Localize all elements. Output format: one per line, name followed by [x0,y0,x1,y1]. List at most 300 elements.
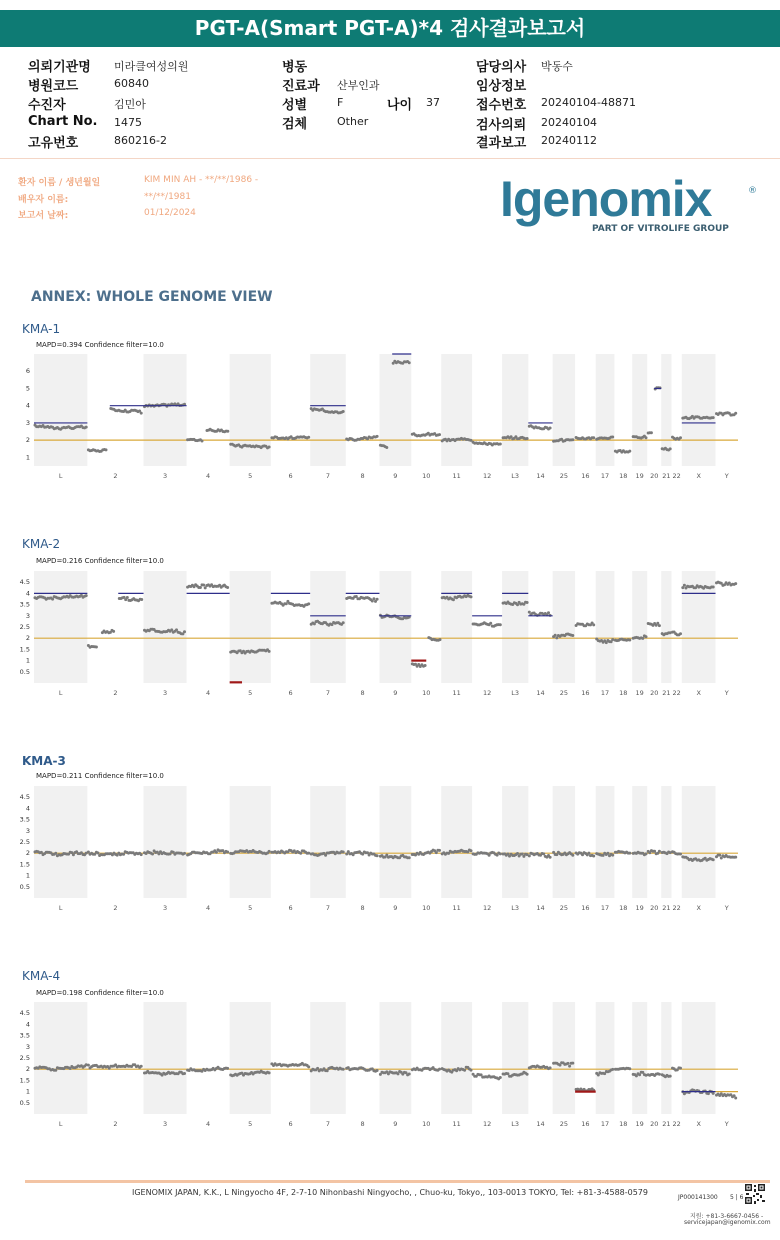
data-point [307,602,310,605]
data-point [268,850,271,853]
x-tick-label-6: 6 [288,904,293,912]
x-tick-label-2: 2 [113,904,118,912]
data-points-chr-4 [186,848,229,856]
dept-label: 진료과 [282,79,320,94]
data-points-chr-10 [411,662,427,668]
y-tick-label: 1 [25,656,30,665]
chart-no-label: Chart No. [28,114,98,129]
x-tick-label-7: 7 [325,904,331,912]
x-tick-label-2: 2 [113,1120,118,1128]
data-points-chr-12 [472,851,502,857]
x-tick-label-15: 25 [559,904,569,912]
data-points-chr-6 [270,849,310,855]
data-point [611,1068,614,1071]
data-point [734,1097,737,1100]
data-point [54,852,57,855]
data-points-chr-20 [647,622,661,627]
data-point [516,852,519,855]
data-point [105,448,108,451]
data-points-chr-8 [345,1066,378,1073]
y-tick-label: 4 [25,589,30,598]
y-tick-label: 3 [25,418,30,427]
annex-title: ANNEX: WHOLE GENOME VIEW [31,289,273,305]
chromosome-band-15 [553,354,575,466]
clinic-label: 의뢰기관명 [28,60,91,75]
y-tick-label: 2.5 [19,1054,30,1062]
chromosome-band-13 [502,786,528,898]
x-tick-label-12: 12 [482,904,492,912]
patient-label: 수진자 [28,98,66,113]
x-tick-label-14: 14 [536,1120,545,1128]
x-tick-label-X: X [696,689,701,697]
x-tick-label-17: 17 [600,472,610,480]
uid-value: 860216-2 [114,134,167,147]
data-point [408,361,411,364]
chart-title-kma-2: KMA-2 [22,537,61,551]
x-tick-label-21: 21 [662,689,671,697]
y-tick-label: 2.5 [19,623,30,631]
chromosome-band-3 [144,1002,187,1114]
data-points-chr-2 [101,629,115,634]
divider [0,158,780,159]
data-points-chr-8 [345,850,378,857]
chart-kma-1 [0,350,780,482]
data-point [528,854,531,857]
qr-code-icon [744,1183,766,1205]
data-point [712,416,715,419]
data-point [679,1067,682,1070]
chromosome-band-9 [379,571,411,683]
y-tick-label: 4.5 [19,578,30,587]
y-tick-label: 3.5 [19,815,30,824]
data-point [628,639,631,642]
data-points-chr-16 [575,851,596,857]
data-point [140,598,143,601]
data-point [151,853,154,856]
data-point [376,1069,379,1072]
data-point [489,622,492,625]
data-point [499,443,502,446]
report-label: 결과보고 [476,136,527,151]
data-point [85,594,88,597]
data-points-chr-4 [186,438,203,443]
y-tick-label: 0.5 [19,882,30,891]
chart-subtitle-kma-2: MAPD=0.216 Confidence filter=10.0 [36,557,164,565]
data-point [470,1069,473,1072]
data-point [439,638,442,641]
chromosome-band-11 [441,786,472,898]
data-point [307,1065,310,1068]
data-points-chr-12 [472,1073,502,1081]
chromosome-band-1 [34,1002,87,1114]
chromosome-band-7 [310,571,346,683]
x-tick-label-8: 8 [360,472,365,480]
y-tick-label: 6 [25,367,30,376]
chromosome-band-1 [34,354,87,466]
data-point [85,426,88,429]
data-points-chr-8 [345,595,378,603]
x-tick-label-Y: Y [724,472,729,480]
x-tick-label-22: 22 [672,689,681,697]
data-point [316,1067,319,1070]
data-point [611,854,614,857]
chromosome-band-9 [379,786,411,898]
data-point [51,598,54,601]
x-tick-label-Y: Y [724,904,729,912]
x-tick-label-4: 4 [206,1120,211,1128]
chart-no-value: 1475 [114,116,142,129]
data-points-chr-Y [715,1092,737,1099]
data-points-chr-20 [647,1072,661,1077]
report-title: PGT-A(Smart PGT-A)*4 검사결과보고서 [0,10,780,47]
data-points-chr-20 [647,849,661,855]
chromosome-band-3 [144,786,187,898]
data-points-chr-4 [186,583,229,589]
dept-value: 산부인과 [337,79,380,92]
data-point [268,650,271,653]
data-point [587,852,590,855]
report-date-label: 보고서 날짜: [18,211,69,221]
chromosome-band-1 [34,786,87,898]
y-tick-label: 0.5 [19,667,30,676]
data-points-chr-Y [715,854,737,860]
data-point [611,436,614,439]
data-point [499,1076,502,1079]
data-point [183,630,186,633]
data-point [183,1072,186,1075]
x-tick-label-18: 18 [619,1120,628,1128]
chromosome-band-19 [632,571,647,683]
x-tick-label-15: 25 [559,472,569,480]
x-tick-label-5: 5 [248,1120,253,1128]
chromosome-band-3 [144,571,187,683]
footer-email: servicejapan@igenomix.com [684,1219,771,1226]
data-point [408,1073,411,1076]
data-points-chr-Y [715,581,737,587]
x-tick-label-14: 14 [536,904,545,912]
data-point [542,852,545,855]
x-tick-label-16: 16 [581,1120,590,1128]
chromosome-band-1 [34,571,87,683]
x-tick-label-9: 9 [393,689,398,697]
x-tick-label-16: 16 [581,472,590,480]
data-points-chr-10 [411,432,441,438]
data-points-chr-18 [614,449,631,454]
x-tick-label-4: 4 [206,904,211,912]
data-point [424,664,427,667]
chromosome-band-11 [441,1002,472,1114]
x-tick-label-5: 5 [248,472,253,480]
patient-value: 김민아 [114,98,146,111]
y-tick-label: 1 [25,453,30,462]
sex-value: F [337,96,344,109]
y-tick-label: 4 [25,804,30,813]
x-tick-label-1: L [58,904,63,912]
patient-name-dob-value: KIM MIN AH - **/**/1986 - [144,175,259,185]
data-point [201,440,204,443]
data-point [658,1073,661,1076]
data-points-chr-8 [345,435,378,442]
x-tick-label-1: L [58,689,63,697]
chromosome-band-19 [632,1002,647,1114]
x-tick-label-22: 22 [672,1120,681,1128]
x-tick-label-16: 16 [581,904,590,912]
data-point [628,1067,631,1070]
data-points-chr-18 [614,850,631,855]
x-tick-label-10: 10 [422,472,431,480]
data-point [718,854,721,857]
chromosome-band-15 [553,1002,575,1114]
data-points-chr-20 [647,431,653,434]
chromosome-band-11 [441,354,472,466]
data-point [571,854,574,857]
data-points-chr-2 [87,850,143,857]
data-point [112,630,115,633]
chart-kma-2 [0,567,780,697]
data-points-chr-6 [270,600,310,608]
x-tick-label-6: 6 [288,689,293,697]
x-tick-label-4: 4 [206,689,211,697]
x-tick-label-4: 4 [206,472,211,480]
chromosome-band-15 [553,786,575,898]
data-point [734,412,737,415]
patient-name-dob-label: 환자 이름 / 생년월일 [18,178,101,188]
data-point [645,635,648,638]
data-point [226,851,229,854]
registered-mark: ® [748,186,757,196]
y-tick-label: 4 [25,401,30,410]
y-tick-label: 4.5 [19,793,30,802]
data-points-chr-10 [411,1066,441,1072]
x-tick-label-X: X [696,472,701,480]
y-tick-label: 3.5 [19,1031,30,1040]
data-point [307,436,310,439]
x-tick-label-19: 19 [635,472,644,480]
data-point [126,596,129,599]
x-tick-label-8: 8 [360,689,365,697]
data-point [547,611,550,614]
data-point [592,623,595,626]
data-point [611,638,614,641]
x-tick-label-12: 12 [482,1120,492,1128]
x-tick-label-1: L [58,472,63,480]
x-tick-label-7: 7 [325,472,331,480]
x-tick-label-9: 9 [393,904,398,912]
data-point [342,1068,345,1071]
sex-label: 성별 [282,98,308,113]
x-tick-label-9: 9 [393,1120,398,1128]
data-point [526,437,529,440]
data-point [734,582,737,585]
data-point [499,623,502,626]
data-point [226,430,229,433]
y-tick-label: 2 [25,849,30,858]
x-tick-label-20: 20 [650,472,659,480]
y-tick-label: 0.5 [19,1098,30,1107]
footer-code: JP000141300 [678,1194,718,1201]
x-tick-label-13: L3 [511,689,520,697]
x-tick-label-5: 5 [248,904,253,912]
x-tick-label-5: 5 [248,689,253,697]
chromosome-band-17 [596,786,615,898]
x-tick-label-12: 12 [482,472,492,480]
ward-label: 병동 [282,60,308,75]
x-tick-label-11: 11 [452,1120,461,1128]
x-tick-label-Y: Y [724,1120,729,1128]
report-date-value: 01/12/2024 [144,208,196,218]
data-points-chr-6 [270,1062,310,1069]
y-tick-label: 3 [25,1042,30,1051]
data-points-chr-Y [715,411,737,416]
data-point [554,634,557,637]
y-tick-label: 3 [25,826,30,835]
data-point [567,1062,570,1065]
x-tick-label-22: 22 [672,904,681,912]
chromosome-band-5 [230,354,271,466]
data-point [679,853,682,856]
chromosome-band-13 [502,1002,528,1114]
chart-kma-3 [0,782,780,912]
chart-subtitle-kma-3: MAPD=0.211 Confidence filter=10.0 [36,772,164,780]
data-points-chr-12 [472,621,502,627]
y-tick-label: 3.5 [19,600,30,609]
x-tick-label-22: 22 [672,472,681,480]
data-points-chr-22 [671,631,682,637]
x-tick-label-15: 25 [559,1120,569,1128]
x-tick-label-10: 10 [422,689,431,697]
data-point [592,436,595,439]
spouse-value: **/**/1981 [144,192,191,202]
data-point [499,852,502,855]
data-point [568,1065,571,1068]
data-points-chr-22 [671,1066,682,1071]
data-point [268,1071,271,1074]
x-tick-label-17: 17 [600,904,610,912]
data-point [712,858,715,861]
chromosome-band-X [682,786,716,898]
chromosome-band-7 [310,786,346,898]
y-tick-label: 4.5 [19,1009,30,1018]
clinical-info-label: 임상정보 [476,79,527,94]
specimen-label: 검체 [282,117,308,132]
chart-title-kma-1: KMA-1 [22,322,61,336]
chromosome-band-9 [379,1002,411,1114]
data-points-chr-10 [427,636,441,642]
data-point [549,856,552,859]
x-tick-label-18: 18 [619,472,628,480]
x-tick-label-6: 6 [288,1120,293,1128]
x-tick-label-X: X [696,904,701,912]
data-points-chr-22 [671,850,682,855]
request-value: 20240104 [541,116,597,129]
data-point [669,447,672,450]
data-point [606,852,609,855]
y-tick-label: 1.5 [19,860,30,869]
logo-subtitle: PART OF VITROLIFE GROUP [592,224,729,234]
chromosome-band-5 [230,571,271,683]
data-point [226,586,229,589]
data-point [342,851,345,854]
data-points-chr-4 [186,1066,229,1073]
data-point [528,611,531,614]
data-point [463,1069,466,1072]
x-tick-label-15: 25 [559,689,569,697]
data-point [658,624,661,627]
x-tick-label-Y: Y [724,689,729,697]
x-tick-label-7: 7 [325,689,331,697]
data-point [199,586,202,589]
chart-subtitle-kma-1: MAPD=0.394 Confidence filter=10.0 [36,341,164,349]
x-tick-label-17: 17 [600,1120,610,1128]
chromosome-band-19 [632,786,647,898]
data-point [653,850,656,853]
x-tick-label-21: 21 [662,472,671,480]
data-point [372,597,375,600]
x-tick-label-12: 12 [482,689,492,697]
chromosome-band-5 [230,1002,271,1114]
y-tick-label: 1 [25,871,30,880]
x-tick-label-19: 19 [635,689,644,697]
data-point [342,410,345,413]
receipt-label: 접수번호 [476,98,527,113]
data-point [342,621,345,624]
y-tick-label: 5 [25,384,30,393]
x-tick-label-8: 8 [360,1120,365,1128]
data-point [54,1069,57,1072]
y-tick-label: 1 [25,1087,30,1096]
data-point [679,632,682,635]
data-point [641,637,644,640]
data-points-chr-14 [528,424,552,430]
x-tick-label-9: 9 [393,472,398,480]
chromosome-band-17 [596,1002,615,1114]
chromosome-band-13 [502,354,528,466]
y-tick-label: 1.5 [19,645,30,654]
data-point [571,634,574,637]
data-point [683,584,686,587]
footer-tel: 지원: +81-3-6667-0456 - [690,1213,764,1220]
y-tick-label: 3 [25,611,30,620]
data-points-chr-18 [614,1067,631,1071]
chromosome-band-19 [632,354,647,466]
doctor-label: 담당의사 [476,60,527,75]
x-tick-label-19: 19 [635,1120,644,1128]
y-tick-label: 2 [25,634,30,643]
chart-title-kma-3: KMA-3 [22,754,66,768]
data-point [669,1075,672,1078]
data-point [734,856,737,859]
data-point [679,436,682,439]
clinic-value: 미라클여성의원 [114,60,189,73]
x-tick-label-3: 3 [162,904,168,912]
x-tick-label-14: 14 [536,689,545,697]
data-point [452,598,455,601]
footer-divider [25,1180,770,1183]
x-tick-label-7: 7 [325,1120,331,1128]
chromosome-band-3 [144,354,187,466]
x-tick-label-10: 10 [422,1120,431,1128]
x-tick-label-6: 6 [288,472,293,480]
chromosome-band-X [682,354,716,466]
chromosome-band-21 [661,571,671,683]
data-point [645,436,648,439]
x-tick-label-X: X [696,1120,701,1128]
report-value: 20240112 [541,134,597,147]
data-point [650,431,653,434]
x-tick-label-1: L [58,1120,63,1128]
x-tick-label-17: 17 [600,689,610,697]
hospcode-label: 병원코드 [28,79,79,94]
